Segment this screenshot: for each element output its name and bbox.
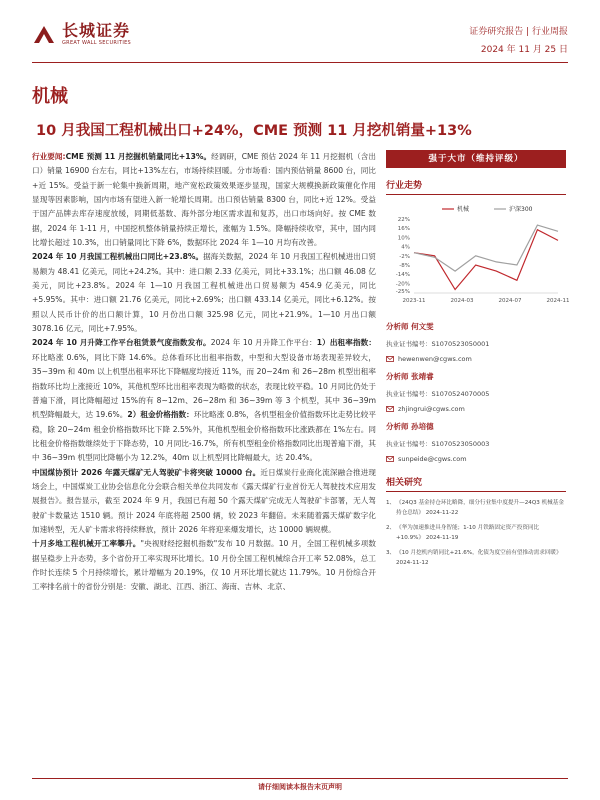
report-date: 2024 年 11 月 25 日 [480, 45, 568, 55]
y-tick-label: 22% [397, 217, 410, 223]
paragraph [32, 150, 376, 250]
header-divider [32, 62, 568, 63]
report-header [0, 0, 600, 80]
legend-hs300: 沪深300 [509, 206, 533, 213]
trend-chart-svg [386, 199, 570, 307]
related-item-text: 《10 月挖机内销同比+21.6%，化债为度空前有望推动需求回暖》 2024-11-12 [396, 550, 562, 566]
related-item-text: 《24Q3 基金持仓环比略降，细分行业集中度提升—24Q3 机械基金持仓总结》 2024-11-22 [396, 500, 564, 516]
paragraph [32, 537, 376, 594]
paragraph-subhead: 2）租金价格指数： [127, 410, 194, 420]
paragraph [32, 466, 376, 538]
main-body [32, 150, 376, 595]
paragraph-lead: 2024 年 10 月我国工程机械出口同比+23.8%。 [32, 252, 204, 262]
analyst-card [386, 371, 566, 413]
trend-section-title: 行业走势 [386, 178, 566, 195]
company-logo [32, 22, 131, 47]
related-research-list [386, 498, 566, 568]
related-item[interactable] [386, 523, 566, 543]
series-line-machinery [414, 230, 558, 290]
logo-name-cn: 长城证券 [62, 21, 131, 40]
related-item[interactable] [386, 498, 566, 518]
analyst-cert: 执业证书编号：S1070524070005 [386, 390, 490, 398]
analyst-list [386, 321, 566, 463]
analyst-card [386, 421, 566, 463]
paragraph-lead: CME 预测 11 月挖掘机销量同比+13%。 [65, 152, 212, 161]
y-tick-label: -14% [395, 272, 410, 279]
paragraph-text: 据海关数据，2024 年 10 月我国工程机械进出口贸易额为 48.41 亿美元，同比+24.2%。其中：进口额 2.33 亿美元，同比+33.1%；出口额 46.08 亿美元，同比+23.8%。2024 年 1—10 月我国工程机械进出口贸易额为 454.9 亿美元，同比+5.95%。其中：进口额 21.76 亿美元，同比+2.69%；出口额 433.14 亿美元，同比+6.12%。按照以人民币计价的出口额计算，10 月份出口额 325.98 亿元，同比+21.9%。1—10 月出口额 3078.16 亿元，同比+7.95%。 [32, 252, 377, 334]
rating-badge: 强于大市（维持评级） [386, 150, 566, 168]
analyst-card [386, 321, 566, 363]
report-type: 证券研究报告 | 行业周报 [469, 27, 568, 37]
logo-mark-icon [32, 23, 56, 47]
footer-disclaimer: 请仔细阅读本报告末页声明 [258, 783, 342, 791]
mail-icon [386, 455, 394, 463]
analyst-email-text[interactable]: zhjingrui@cgws.com [398, 405, 465, 413]
legend-machinery: 机械 [457, 206, 470, 213]
paragraph [32, 336, 376, 465]
industry-name: 机械 [32, 86, 68, 107]
footer-divider [32, 778, 568, 779]
y-tick-label: -2% [399, 253, 410, 260]
industry-trend-chart [386, 199, 570, 311]
related-item[interactable] [386, 548, 566, 568]
x-tick-label: 2024-11 [546, 298, 570, 304]
sidebar [386, 150, 570, 573]
analyst-name: 分析师 张靖睿 [386, 372, 434, 381]
paragraph-subhead: 1）出租率指数： [316, 338, 376, 348]
related-item-index: 1、 [386, 500, 396, 506]
x-tick-label: 2024-03 [450, 298, 474, 304]
analyst-email-text[interactable]: sunpeide@cgws.com [398, 455, 467, 463]
y-tick-label: 10% [397, 235, 410, 242]
logo-name-en: GREAT WALL SECURITIES [62, 40, 132, 46]
y-tick-label: -8% [399, 262, 410, 269]
related-item-text: 《华为加速推进具身智能；1-10 月铁路固定资产投资同比+10.9%》 2024-11-19 [396, 525, 540, 541]
paragraph-text: 环比略涨 0.6%，同比下降 14.6%。总体看环比出租率指数，中型和大型设备市场表现差异较大，35~39m 和 40m 以上机型出租率环比下降幅度均接近 11%，而 20~24m 和 26~28m 机型出租率指数环比均上涨接近 10%，其他机型环比出租率表现为略微的状态，表现比较平稳。10 月同比仍处于普遍下滑，同比降幅超过 15%的有 8~12m、26~28m 和 36~39m 等 3 个机型，其中 36~39m 机型降幅最大，达 19.6%。 [32, 352, 376, 420]
analyst-email [386, 455, 566, 463]
y-tick-label: -25% [395, 289, 410, 295]
analyst-name: 分析师 孙培德 [386, 422, 434, 431]
related-item-index: 3、 [386, 550, 396, 556]
analyst-email-text[interactable]: hewenwen@cgws.com [398, 355, 472, 363]
related-item-index: 2、 [386, 525, 396, 531]
y-tick-label: 16% [397, 226, 410, 233]
analyst-name: 分析师 何文雯 [386, 322, 434, 331]
y-tick-label: -20% [395, 281, 410, 288]
paragraph [32, 250, 376, 336]
related-section-title: 相关研究 [386, 475, 566, 492]
y-tick-label: 4% [401, 244, 410, 251]
analyst-cert: 执业证书编号：S1070523050001 [386, 340, 490, 348]
paragraph-text: 环比略涨 0.8%，各机型租金价值指数环比走势比较平稳，除 20~24m 租金价格指数环比下降 2.5%外，其他机型租金价格指数环比涨跌都在 1%左右。同比租金价格指数继续处于下降态势，10 月同比-16.7%，所有机型租金价格指数同比出现普遍下滑，其中 36~39m 机型同比降幅小为 12.2%，40m 以上机型同比降幅最大，达 20.4%。 [32, 410, 376, 463]
analyst-email [386, 405, 566, 413]
paragraph-text: 近日煤炭行业商化流深融合推进现场会上，中国煤炭工业协会信息化分会联合相关单位共同发布《露天煤矿行业首份无人驾驶技术应用发展报告》。报告显示，截至 2024 年 9 月，我国已有超 50 个露天煤矿完成无人驾驶矿卡部署，无人驾驶矿卡数量达 1510 辆。预计 2024 年底将超 2500 辆，较 2023 年翻倍。未来随着露天煤矿数字化加速转型，无人矿卡需求将持续释放，预计 2026 年将迎来爆发增长，达 10000 辆规模。 [32, 467, 376, 534]
paragraph-lead: 十月多地工程机械开工率攀升。 [32, 539, 141, 549]
report-title: 10 月我国工程机械出口+24%，CME 预测 11 月挖机销量+13% [36, 123, 472, 139]
paragraph-text: 2024 年 10 月升降工作平台： [210, 338, 317, 348]
paragraph-lead: 2024 年 10 月升降工作平台租赁景气度指数发布。 [32, 338, 211, 348]
mail-icon [386, 355, 394, 363]
x-tick-label: 2024-07 [498, 298, 522, 304]
paragraph-text: "央视财经挖掘机指数"发布 10 月数据。10 月，全国工程机械多项数据呈稳步上升态势，多个省份开工率实现环比增长。10 月份全国工程机械综合开工率 52.08%，总工作时长连续 5 个月持续增长，累计增幅为 20.19%，仅 10 月环比增长就达 11.79%。10 月份综合开工率排名前十的省份分别是：安徽、湖北、江西、浙江、海南、吉林、北京、 [32, 539, 376, 592]
section-label: 行业要闻: [32, 152, 66, 161]
analyst-cert: 执业证书编号：S1070523050003 [386, 440, 490, 448]
paragraph-text: 经调研，CME 预估 2024 年 11 月挖掘机（含出口）销量 16900 台左右，同比+13%左右，市场持续回暖。分市场看：国内预估销量 8600 台，同比+近 15%。受益于新一轮集中换新周期，地产宽松政策效果逐步显现，国家大规模换新政策催化作用显现等因素影响，国内市场有望进入新一轮增长周期。出口预估销量 8300 台，同比+近 12%。受益于国产品牌去库存速度放缓，同期低基数、海外部分地区需求温和复苏，出口市场向好。按 CME 数据，2024 年 1-11 月，中国挖机整体销量持续正增长，涨幅为 1.5%。降幅持续收窄，其中，国内同比增长超过 10.3%，出口销量同比下降 6%，数据环比 2024 年 1—10 月均有改善。 [32, 152, 376, 248]
analyst-email [386, 355, 566, 363]
mail-icon [386, 405, 394, 413]
x-tick-label: 2023-11 [402, 298, 426, 304]
paragraph-lead: 中国煤协预计 2026 年露天煤矿无人驾驶矿卡将突破 10000 台。 [32, 467, 261, 477]
